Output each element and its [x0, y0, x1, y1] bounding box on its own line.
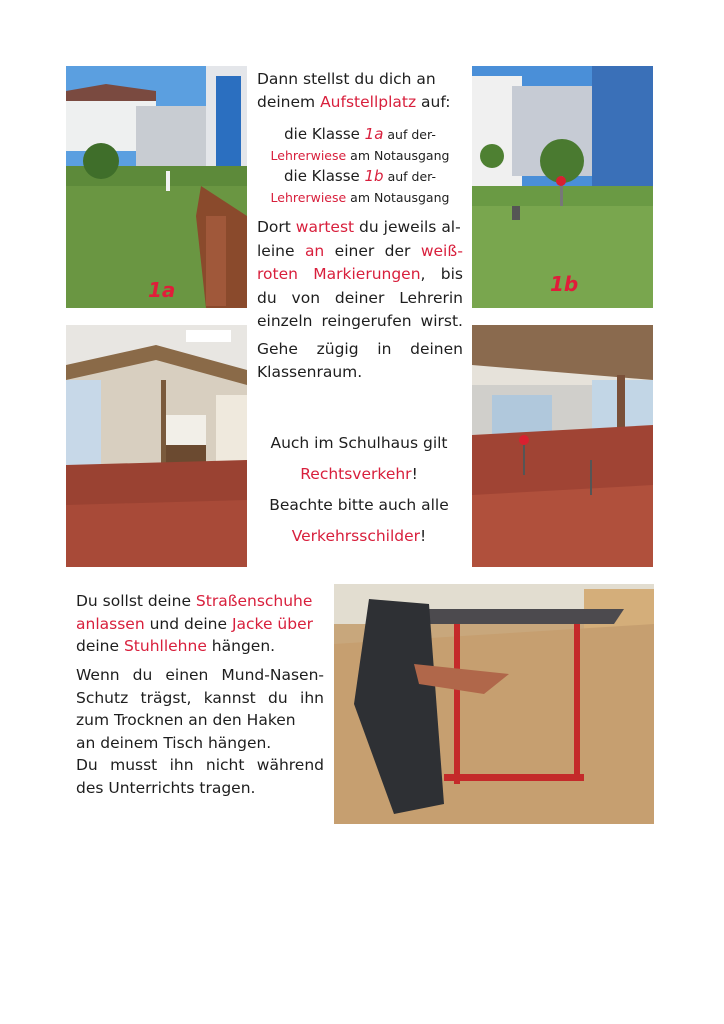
mask-line-4: an deinem Tisch hängen. — [76, 733, 272, 752]
class-1a-place: Lehrerwiese am Notausgang — [270, 148, 450, 163]
photo-classroom-desk — [334, 584, 654, 824]
text-traffic — [250, 428, 468, 552]
text-mask — [76, 664, 324, 799]
text-shoes-jacket — [76, 590, 324, 658]
go-line-2: Klassenraum. — [257, 363, 363, 381]
intro-line-1: Dann stellst du dich an — [257, 70, 436, 88]
traffic-line-1: Auch im Schulhaus gilt — [270, 434, 448, 452]
text-intro — [257, 68, 463, 114]
mask-line-6: des Unterrichts tragen. — [76, 778, 256, 797]
text-wait — [257, 216, 463, 334]
photo-lawn-1b — [472, 66, 653, 308]
mask-line-3: zum Trocknen an den Haken — [76, 711, 296, 729]
class-1a-line: die Klasse 1a auf der- — [284, 125, 436, 143]
photo-label-1b: 1b — [550, 272, 579, 296]
class-assignments — [251, 124, 469, 208]
mask-line-5: Du musst ihn nicht während — [76, 756, 324, 774]
wait-line-5: einzeln reingerufen wirst. — [257, 312, 463, 330]
aufstellplatz-highlight: Aufstellplatz — [320, 93, 417, 111]
shoes-line-2: anlassen und deine Jacke über — [76, 614, 314, 633]
mask-line-2: Schutz trägst, kannst du ihn — [76, 688, 324, 707]
wait-line-4: du von deiner Lehrerin — [257, 288, 463, 307]
wait-line-1: Dort wartest du jeweils al- — [257, 218, 461, 236]
intro-line-2: deinem Aufstellplatz auf: — [257, 93, 451, 111]
mask-line-1: Wenn du einen Mund-Nasen- — [76, 666, 324, 684]
text-go — [257, 338, 463, 384]
photo-hallway-stairs — [66, 325, 247, 567]
go-line-1: Gehe zügig in deinen — [257, 340, 463, 358]
shoes-line-3: deine Stuhllehne hängen. — [76, 637, 276, 655]
traffic-line-2: Rechtsverkehr! — [300, 465, 418, 483]
class-1b-place: Lehrerwiese am Notausgang — [270, 190, 450, 205]
class-1b-line: die Klasse 1b auf der- — [284, 167, 436, 185]
shoes-line-1: Du sollst deine Straßenschuhe — [76, 592, 313, 610]
wait-line-2: leine an einer der weiß- — [257, 241, 464, 260]
photo-entrance-hall — [472, 325, 653, 567]
photo-label-1a: 1a — [148, 278, 176, 302]
wait-line-3: roten Markierungen, bis — [257, 265, 463, 283]
photo-lawn-1a — [66, 66, 247, 308]
traffic-line-3: Beachte bitte auch alle — [269, 496, 449, 514]
traffic-line-4: Verkehrsschilder! — [291, 527, 427, 545]
